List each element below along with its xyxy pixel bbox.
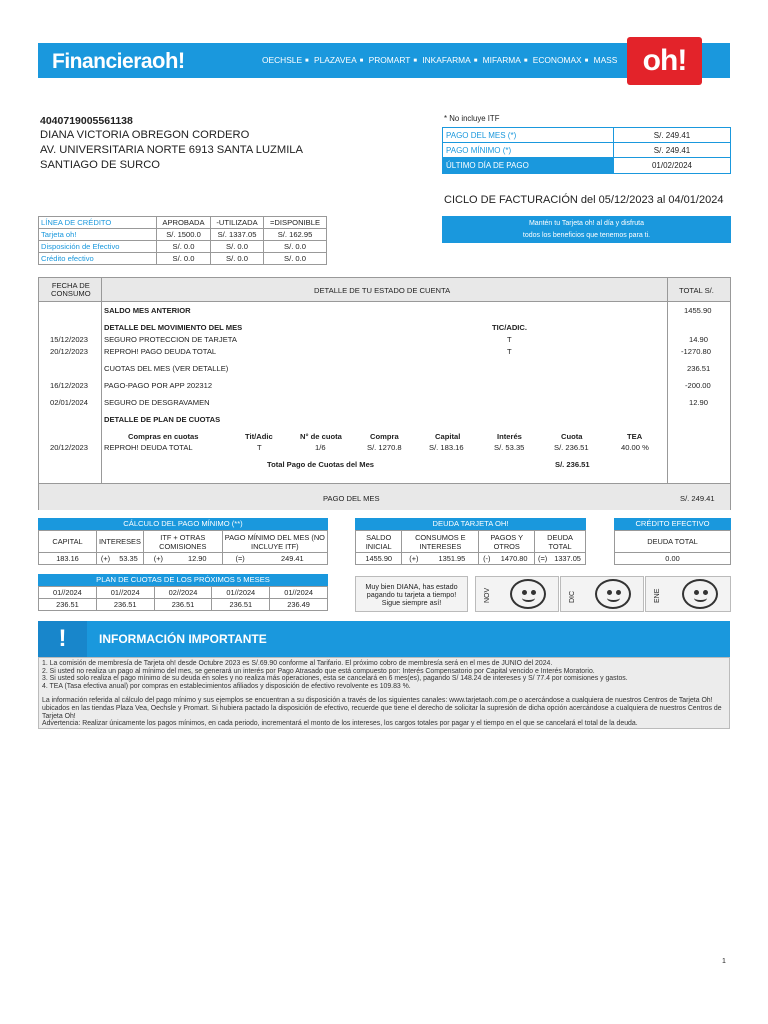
statement-header (39, 278, 730, 302)
divider (101, 278, 102, 483)
credit-line-table (38, 216, 327, 265)
info-line: 2. Si usted no realiza un pago al mínimo del mes, se generará un interés por Pago Atrasado que está compuesto por: Interés Compensatorio por Capital vencido e Interés Moratorio. (42, 667, 595, 675)
item-total: -200.00 (685, 381, 711, 390)
credit-line-cell: S/. 0.0 (157, 241, 211, 253)
plan-header: Compras en cuotas (128, 432, 199, 441)
behaviour-message-line: Sigue siempre así! (381, 598, 442, 607)
plan-header: Cuota (561, 432, 583, 441)
calc-table (38, 530, 328, 565)
plan-capital: S/. 183.16 (429, 443, 464, 452)
payment-row (443, 128, 731, 143)
item-date: 16/12/2023 (50, 381, 89, 390)
debt-cell: 1470.80 (494, 553, 534, 565)
info-line: 3. Si usted solo realiza el pago mínimo de su deuda en soles y no realiza más operaciones, esta se cancelará en 6 mes(es), pagando S/ 148.24 de intereses y S/ 77.4 por comisiones y gastos. (42, 675, 628, 683)
credit-line-cell: S/. 0.0 (157, 253, 211, 265)
item-desc: CUOTAS DEL MES (VER DETALLE) (104, 364, 229, 373)
plan-tit: T (257, 443, 262, 452)
month-box-dic (560, 576, 644, 612)
important-info-title: INFORMACIÓN IMPORTANTE (99, 632, 267, 646)
item-date: 15/12/2023 (50, 335, 89, 344)
item-total: 12.90 (689, 398, 709, 407)
month-label: NOV (484, 587, 491, 603)
credit-line-cell: Tarjeta oh! (39, 229, 157, 241)
exclamation-icon: ! (38, 621, 87, 657)
credit-line-cell: S/. 0.0 (211, 241, 264, 253)
info-paragraph: La información referida al cálculo del pago mínimo y sus ejemplos se encuentran a su disposición a través de los siguientes canales: www.tarjetaoh.com.pe o acercándose a cualquiera de nuestros Centros de Tarjeta Oh! ubicados en las tiendas Plaza Vea, Oechsle y Promart. Si hubiera pactado la disposición de efectivo, recuerde que tiene el derecho de solicitar la supresión de dicha opción acercándose a cualquiera de nuestros Centros de Tarjeta Oh! (42, 697, 722, 720)
credit-line-row (39, 253, 327, 265)
plan5-table (38, 586, 328, 611)
debt-header: SALDO INICIAL (356, 531, 402, 553)
col-detalle: DETALLE DE TU ESTADO DE CUENTA (314, 286, 451, 295)
item-desc: SEGURO PROTECCION DE TARJETA (104, 335, 237, 344)
item-desc: SEGURO DE DESGRAVAMEN (104, 398, 210, 407)
item-total: 14.90 (689, 335, 709, 344)
plan5-title: PLAN DE CUOTAS DE LOS PRÓXIMOS 5 MESES (38, 574, 328, 586)
credit-line-cell: S/. 1500.0 (157, 229, 211, 241)
calc-op: (=) (222, 553, 257, 565)
pago-mes-value: S/. 249.41 (680, 494, 715, 503)
debt-header: DEUDA TOTAL (535, 531, 586, 553)
credit-line-header-cell: =DISPONIBLE (264, 217, 327, 229)
behaviour-message-line: pagando tu tarjeta a tiempo! (366, 590, 457, 599)
minimum-payment-calc (38, 518, 328, 565)
plan5-value: 236.51 (154, 599, 212, 611)
payment-summary-table (442, 127, 731, 174)
item-tic: T (507, 347, 512, 356)
plan-header: Compra (370, 432, 399, 441)
plan-header: Capital (435, 432, 461, 441)
promo-line: todos los beneficios que tenemos para ti. (522, 232, 651, 239)
plan-header: Interés (497, 432, 522, 441)
debt-op: (-) (479, 553, 494, 565)
saldo-anterior-label: SALDO MES ANTERIOR (104, 306, 191, 315)
plan-cuota: S/. 236.51 (554, 443, 589, 452)
smiley-icon (510, 579, 546, 609)
debt-cell: 1337.05 (550, 553, 585, 565)
pago-mes-label: PAGO DEL MES (323, 494, 380, 503)
plan5-month: 01//2024 (212, 587, 270, 599)
month-box-nov (475, 576, 559, 612)
page-number: 1 (722, 958, 726, 965)
plan-label: DETALLE DE PLAN DE CUOTAS (104, 415, 221, 424)
plan-header: TEA (627, 432, 643, 441)
credit-line-row (39, 241, 327, 253)
credit-line-header-cell: -UTILIZADA (211, 217, 264, 229)
plan-num: 1/6 (315, 443, 326, 452)
plan-total-value: S/. 236.51 (555, 460, 590, 469)
month-label: DIC (569, 590, 576, 603)
plan5-month: 01//2024 (270, 587, 328, 599)
divider (667, 278, 668, 510)
plan-total-label: Total Pago de Cuotas del Mes (267, 460, 375, 469)
plan-desc: REPROH! DEUDA TOTAL (104, 443, 193, 452)
credit-line-row (39, 229, 327, 241)
calc-op: (+) (97, 553, 115, 565)
behaviour-message-line: Muy bien DIANA, has estado (365, 582, 458, 591)
store-inkafarma: INKAFARMA (422, 55, 471, 65)
cash-credit-title: CRÉDITO EFECTIVO (614, 518, 731, 530)
item-date: 02/01/2024 (50, 398, 89, 407)
cash-credit-header: DEUDA TOTAL (615, 531, 731, 553)
col-fecha: FECHA DE CONSUMO (51, 281, 91, 298)
credit-line-cell: S/. 0.0 (264, 241, 327, 253)
debt-title: DEUDA TARJETA OH! (355, 518, 586, 530)
plan5-value: 236.49 (270, 599, 328, 611)
store-list: OECHSLE ■ PLAZAVEA ■ PROMART ■ INKAFARMA ■ MIFARMA ■ ECONOMAX ■ MASS (262, 55, 618, 65)
plan5-month: 02//2024 (154, 587, 212, 599)
item-desc: PAGO-PAGO POR APP 202312 (104, 381, 213, 390)
debt-cell: 1351.95 (425, 553, 478, 565)
customer-address-line2: SANTIAGO DE SURCO (40, 159, 160, 171)
plan-header: Tit/Adic (245, 432, 273, 441)
debt-op: (+) (402, 553, 426, 565)
pago-mes-footer (39, 483, 730, 510)
store-mass: MASS (593, 55, 618, 65)
plan-interes: S/. 53.35 (494, 443, 525, 452)
important-info-bar (38, 621, 730, 657)
plan5-value: 236.51 (39, 599, 97, 611)
debt-op: (=) (535, 553, 551, 565)
calc-header: ITF + OTRAS COMISIONES (143, 531, 222, 553)
payment-row (443, 158, 731, 173)
billing-cycle: CICLO DE FACTURACIÓN del 05/12/2023 al 04/01/2024 (444, 194, 724, 206)
credit-line-header-cell: LÍNEA DE CRÉDITO (39, 217, 157, 229)
credit-line-cell: Disposición de Efectivo (39, 241, 157, 253)
cash-credit-value: 0.00 (615, 553, 731, 565)
payment-value: 01/02/2024 (614, 158, 731, 173)
credit-line-cell: Crédito efectivo (39, 253, 157, 265)
payment-label: PAGO DEL MES (*) (443, 128, 614, 143)
item-tic: T (507, 335, 512, 344)
calc-header: INTERESES (97, 531, 144, 553)
payment-value: S/. 249.41 (614, 128, 731, 143)
info-paragraph: Advertencia: Realizar únicamente los pagos mínimos, en cada periodo, incrementará el monto de los intereses, los cargos totales por pagar y el tiempo en el que se cancelará el total de la deuda. (42, 720, 638, 728)
itf-note: * No incluye ITF (444, 114, 500, 123)
plan-compra: S/. 1270.8 (367, 443, 402, 452)
calc-op: (+) (143, 553, 172, 565)
promo-banner (442, 216, 731, 243)
item-total: -1270.80 (681, 347, 711, 356)
oh-logo: oh! (627, 37, 702, 85)
credit-line-cell: S/. 0.0 (211, 253, 264, 265)
col-total: TOTAL S/. (679, 286, 714, 295)
calc-header: PAGO MÍNIMO DEL MES (NO INCLUYE ITF) (222, 531, 327, 553)
movimiento-label: DETALLE DEL MOVIMIENTO DEL MES (104, 323, 243, 332)
customer-address-line1: AV. UNIVERSITARIA NORTE 6913 SANTA LUZMILA (40, 144, 303, 156)
plan-header: N° de cuota (300, 432, 342, 441)
payment-value: S/. 249.41 (614, 143, 731, 158)
store-economax: ECONOMAX (532, 55, 582, 65)
customer-name: DIANA VICTORIA OBREGON CORDERO (40, 129, 250, 141)
plan-tea: 40.00 % (621, 443, 649, 452)
payment-row (443, 143, 731, 158)
plan5-month: 01//2024 (39, 587, 97, 599)
debt-header: CONSUMOS E INTERESES (402, 531, 479, 553)
plan-date: 20/12/2023 (50, 443, 89, 452)
calc-title: CÁLCULO DEL PAGO MÍNIMO (**) (38, 518, 328, 530)
credit-line-cell: S/. 162.95 (264, 229, 327, 241)
store-plazavea: PLAZAVEA (313, 55, 357, 65)
plan5-month: 01//2024 (96, 587, 154, 599)
card-debt (355, 518, 586, 565)
payment-behaviour (355, 576, 731, 612)
plan5-value: 236.51 (96, 599, 154, 611)
smiley-icon (682, 579, 718, 609)
tic-label: TIC/ADIC. (492, 323, 528, 332)
calc-cell: 249.41 (258, 553, 328, 565)
item-desc: REPROH! PAGO DEUDA TOTAL (104, 347, 217, 356)
calc-header: CAPITAL (39, 531, 97, 553)
cash-credit-table (614, 530, 731, 565)
month-box-ene (645, 576, 731, 612)
next-5-months-plan (38, 574, 328, 611)
store-oechsle: OECHSLE (262, 55, 303, 65)
cash-credit (614, 518, 731, 565)
calc-cell: 183.16 (39, 553, 97, 565)
smiley-icon (595, 579, 631, 609)
behaviour-message (355, 576, 468, 612)
info-line: 4. TEA (Tasa efectiva anual) por compras en establecimientos afiliados y disposición de efectivo revolvente es 109.83 %. (42, 682, 411, 690)
info-line: 1. La comisión de membresía de Tarjeta oh! desde Octubre 2023 es S/.69.90 conforme al Tarifario. El próximo cobro de membresía será en el mes de JUNIO del 2024. (42, 660, 553, 667)
payment-label: ÚLTIMO DÍA DE PAGO (443, 158, 614, 173)
credit-line-cell: S/. 0.0 (264, 253, 327, 265)
store-mifarma: MIFARMA (482, 55, 521, 65)
brand-logo: Financieraoh! (52, 48, 185, 73)
plan5-value: 236.51 (212, 599, 270, 611)
credit-line-header (39, 217, 327, 229)
month-label: ENE (654, 588, 661, 603)
item-total: 236.51 (687, 364, 711, 373)
payment-label: PAGO MÍNIMO (*) (443, 143, 614, 158)
calc-cell: 12.90 (173, 553, 222, 565)
promo-line: Mantén tu Tarjeta oh! al día y disfruta (528, 220, 645, 227)
debt-table (355, 530, 586, 565)
calc-cell: 53.35 (114, 553, 143, 565)
important-info-text (38, 657, 730, 729)
credit-line-cell: S/. 1337.05 (211, 229, 264, 241)
saldo-anterior-value: 1455.90 (684, 306, 712, 315)
statement-detail (38, 277, 731, 510)
store-promart: PROMART (368, 55, 411, 65)
debt-header: PAGOS Y OTROS (479, 531, 535, 553)
item-date: 20/12/2023 (50, 347, 89, 356)
card-number: 4040719005561138 (40, 115, 133, 127)
credit-line-header-cell: APROBADA (157, 217, 211, 229)
debt-cell: 1455.90 (356, 553, 402, 565)
